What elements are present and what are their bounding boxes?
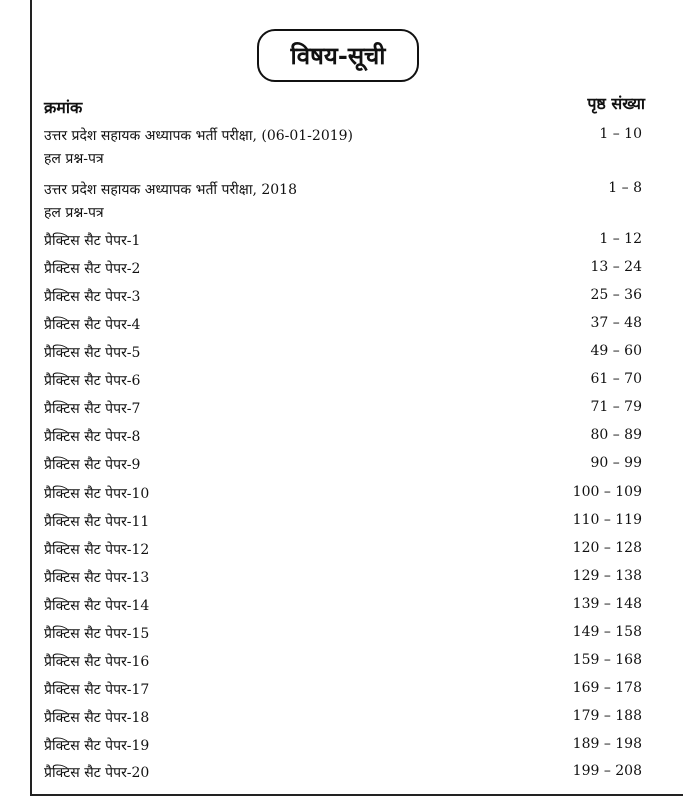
entry-pages: 120 – 128 — [572, 540, 642, 556]
title-box — [257, 29, 419, 82]
entry-label: प्रैक्टिस सैट पेपर-10 — [44, 486, 150, 502]
entry-label: प्रैक्टिस सैट पेपर-7 — [44, 401, 141, 417]
entry-label: प्रैक्टिस सैट पेपर-16 — [44, 654, 150, 670]
entry-pages: 1 – 10 — [599, 126, 642, 142]
entry-sublabel: हल प्रश्न-पत्र — [44, 205, 104, 221]
entry-pages: 110 – 119 — [572, 512, 642, 528]
entry-label: प्रैक्टिस सैट पेपर-11 — [44, 514, 150, 530]
entry-label: प्रैक्टिस सैट पेपर-8 — [44, 429, 141, 445]
entry-label: प्रैक्टिस सैट पेपर-19 — [44, 738, 150, 754]
entry-pages: 129 – 138 — [572, 568, 642, 584]
entry-pages: 179 – 188 — [572, 708, 642, 724]
entry-pages: 1 – 8 — [608, 180, 642, 196]
entry-pages: 1 – 12 — [599, 231, 642, 247]
entry-pages: 90 – 99 — [590, 455, 642, 471]
entry-pages: 100 – 109 — [572, 484, 642, 500]
entry-pages: 25 – 36 — [590, 287, 642, 303]
entry-pages: 199 – 208 — [572, 763, 642, 779]
entry-label: प्रैक्टिस सैट पेपर-13 — [44, 570, 150, 586]
entry-label: प्रैक्टिस सैट पेपर-6 — [44, 373, 141, 389]
entry-pages: 49 – 60 — [590, 343, 642, 359]
entry-label: प्रैक्टिस सैट पेपर-5 — [44, 345, 141, 361]
entry-label: प्रैक्टिस सैट पेपर-12 — [44, 542, 150, 558]
page-number-column-header: पृष्ठ संख्या — [587, 94, 645, 113]
entry-pages: 80 – 89 — [590, 427, 642, 443]
entry-pages: 169 – 178 — [572, 680, 642, 696]
entry-pages: 13 – 24 — [590, 259, 642, 275]
entry-pages: 37 – 48 — [590, 315, 642, 331]
entry-label: प्रैक्टिस सैट पेपर-3 — [44, 289, 141, 305]
entry-label: प्रैक्टिस सैट पेपर-2 — [44, 261, 141, 277]
entry-label: प्रैक्टिस सैट पेपर-1 — [44, 233, 141, 249]
entry-pages: 149 – 158 — [572, 624, 642, 640]
page-title: विषय-सूची — [290, 41, 386, 70]
entry-sublabel: हल प्रश्न-पत्र — [44, 151, 104, 167]
entry-pages: 189 – 198 — [572, 736, 642, 752]
entry-label: प्रैक्टिस सैट पेपर-14 — [44, 598, 150, 614]
entry-label: प्रैक्टिस सैट पेपर-17 — [44, 682, 150, 698]
entry-label: प्रैक्टिस सैट पेपर-4 — [44, 317, 141, 333]
entry-pages: 61 – 70 — [590, 371, 642, 387]
entry-label: प्रैक्टिस सैट पेपर-9 — [44, 457, 141, 473]
page-border-left — [30, 0, 32, 796]
entry-pages: 71 – 79 — [590, 399, 642, 415]
entry-label: उत्तर प्रदेश सहायक अध्यापक भर्ती परीक्षा, 2018 — [44, 182, 297, 198]
entry-pages: 159 – 168 — [572, 652, 642, 668]
entry-label: प्रैक्टिस सैट पेपर-18 — [44, 710, 150, 726]
entry-pages: 139 – 148 — [572, 596, 642, 612]
entry-label: प्रैक्टिस सैट पेपर-15 — [44, 626, 150, 642]
entry-label: उत्तर प्रदेश सहायक अध्यापक भर्ती परीक्षा, (06-01-2019) — [44, 128, 354, 144]
serial-column-header: क्रमांक — [44, 98, 83, 117]
entry-label: प्रैक्टिस सैट पेपर-20 — [44, 765, 150, 781]
page-border-bottom — [30, 794, 683, 796]
